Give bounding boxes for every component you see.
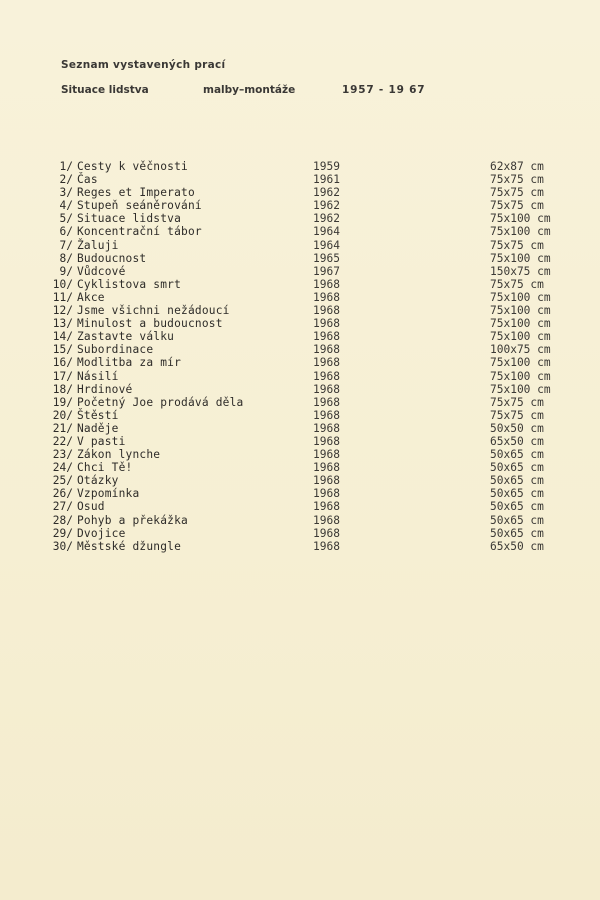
work-number: 12/	[52, 304, 73, 318]
work-year: 1962	[313, 186, 340, 200]
work-title: Otázky	[77, 474, 119, 488]
list-item	[0, 343, 600, 356]
work-year: 1964	[313, 238, 340, 252]
work-year: 1968	[313, 369, 340, 383]
work-size: 75x100 cm	[490, 382, 551, 396]
work-year: 1968	[313, 317, 340, 331]
list-item	[0, 173, 600, 186]
list-item	[0, 370, 600, 383]
work-title: Koncentrační tábor	[77, 225, 202, 239]
list-item	[0, 474, 600, 487]
list-item	[0, 239, 600, 252]
work-size: 65x50 cm	[490, 539, 544, 553]
list-item	[0, 540, 600, 553]
work-year: 1968	[313, 421, 340, 435]
list-item	[0, 527, 600, 540]
exhibition-title: Situace lidstva	[61, 84, 149, 96]
work-size: 75x75 cm	[490, 408, 544, 422]
list-item	[0, 225, 600, 238]
work-year: 1968	[313, 434, 340, 448]
list-item	[0, 212, 600, 225]
work-number: 24/	[52, 461, 73, 475]
exhibition-technique: malby–montáže	[203, 84, 296, 96]
work-year: 1962	[313, 199, 340, 213]
work-size: 50x65 cm	[490, 526, 544, 540]
work-number: 1/	[59, 160, 73, 173]
work-size: 75x75 cm	[490, 199, 544, 213]
work-number: 19/	[52, 395, 73, 409]
work-number: 3/	[59, 186, 73, 200]
work-title: Žaluji	[77, 238, 119, 252]
work-title: Osud	[77, 500, 105, 514]
list-item	[0, 317, 600, 330]
work-size: 75x100 cm	[490, 369, 551, 383]
work-size: 75x100 cm	[490, 225, 551, 239]
list-item	[0, 409, 600, 422]
work-title: Chci Tě!	[77, 461, 133, 475]
work-year: 1968	[313, 290, 340, 304]
work-year: 1968	[313, 487, 340, 501]
work-number: 9/	[59, 264, 73, 278]
work-number: 10/	[52, 277, 73, 291]
list-item	[0, 356, 600, 369]
list-item	[0, 448, 600, 461]
work-size: 75x75 cm	[490, 173, 544, 187]
work-title: Štěstí	[77, 408, 119, 422]
work-year: 1964	[313, 225, 340, 239]
work-title: V pasti	[77, 434, 126, 448]
work-size: 50x65 cm	[490, 461, 544, 475]
work-year: 1965	[313, 251, 340, 265]
work-title: Násilí	[77, 369, 119, 383]
work-size: 75x100 cm	[490, 356, 551, 370]
work-title: Subordinace	[77, 343, 154, 357]
work-number: 7/	[59, 238, 73, 252]
list-item	[0, 160, 600, 173]
work-number: 2/	[59, 173, 73, 187]
work-size: 75x75 cm	[490, 277, 544, 291]
work-title: Pohyb a překážka	[77, 513, 188, 527]
work-title: Situace lidstva	[77, 212, 182, 226]
exhibition-info	[0, 84, 600, 98]
list-item	[0, 435, 600, 448]
work-year: 1968	[313, 356, 340, 370]
work-number: 16/	[52, 356, 73, 370]
list-item	[0, 396, 600, 409]
work-year: 1959	[313, 160, 340, 173]
work-number: 6/	[59, 225, 73, 239]
work-year: 1968	[313, 500, 340, 514]
work-number: 11/	[52, 290, 73, 304]
work-year: 1968	[313, 448, 340, 462]
work-year: 1968	[313, 382, 340, 396]
list-item	[0, 383, 600, 396]
work-number: 29/	[52, 526, 73, 540]
work-year: 1968	[313, 539, 340, 553]
work-title: Jsme všichni nežádoucí	[77, 304, 230, 318]
work-year: 1968	[313, 526, 340, 540]
work-title: Zastavte válku	[77, 330, 175, 344]
work-number: 14/	[52, 330, 73, 344]
work-size: 75x100 cm	[490, 330, 551, 344]
work-size: 75x75 cm	[490, 395, 544, 409]
work-size: 50x65 cm	[490, 500, 544, 514]
work-title: Naděje	[77, 421, 119, 435]
work-size: 50x65 cm	[490, 487, 544, 501]
work-year: 1967	[313, 264, 340, 278]
work-title: Početný Joe prodává děla	[77, 395, 244, 409]
work-title: Akce	[77, 290, 105, 304]
work-size: 75x100 cm	[490, 317, 551, 331]
work-title: Modlitba za mír	[77, 356, 182, 370]
work-title: Cyklistova smrt	[77, 277, 182, 291]
list-item	[0, 265, 600, 278]
work-year: 1961	[313, 173, 340, 187]
work-size: 75x100 cm	[490, 290, 551, 304]
work-title: Vzpomínka	[77, 487, 140, 501]
work-size: 50x65 cm	[490, 448, 544, 462]
work-number: 18/	[52, 382, 73, 396]
work-size: 50x50 cm	[490, 421, 544, 435]
list-item	[0, 487, 600, 500]
work-title: Minulost a budoucnost	[77, 317, 223, 331]
work-title: Čas	[77, 173, 98, 187]
work-number: 26/	[52, 487, 73, 501]
work-size: 50x65 cm	[490, 513, 544, 527]
work-size: 62x87 cm	[490, 160, 544, 173]
work-number: 27/	[52, 500, 73, 514]
list-item	[0, 422, 600, 435]
work-number: 20/	[52, 408, 73, 422]
work-title: Stupeň seáněrování	[77, 199, 202, 213]
work-year: 1968	[313, 343, 340, 357]
work-number: 17/	[52, 369, 73, 383]
work-year: 1962	[313, 212, 340, 226]
work-year: 1968	[313, 408, 340, 422]
work-size: 75x75 cm	[490, 238, 544, 252]
document-heading: Seznam vystavených prací	[61, 59, 226, 71]
work-number: 13/	[52, 317, 73, 331]
work-year: 1968	[313, 395, 340, 409]
work-number: 8/	[59, 251, 73, 265]
list-item	[0, 199, 600, 212]
work-number: 23/	[52, 448, 73, 462]
work-size: 75x75 cm	[490, 186, 544, 200]
work-size: 50x65 cm	[490, 474, 544, 488]
work-number: 15/	[52, 343, 73, 357]
list-item	[0, 186, 600, 199]
work-size: 100x75 cm	[490, 343, 551, 357]
list-item	[0, 252, 600, 265]
list-item	[0, 461, 600, 474]
work-number: 22/	[52, 434, 73, 448]
work-year: 1968	[313, 277, 340, 291]
work-number: 5/	[59, 212, 73, 226]
work-size: 75x100 cm	[490, 251, 551, 265]
work-title: Budoucnost	[77, 251, 147, 265]
list-item	[0, 304, 600, 317]
work-year: 1968	[313, 513, 340, 527]
list-item	[0, 514, 600, 527]
work-title: Vůdcové	[77, 264, 126, 278]
list-item	[0, 291, 600, 304]
work-number: 28/	[52, 513, 73, 527]
work-number: 30/	[52, 539, 73, 553]
work-size: 150x75 cm	[490, 264, 551, 278]
work-title: Městské džungle	[77, 539, 182, 553]
work-year: 1968	[313, 304, 340, 318]
work-year: 1968	[313, 461, 340, 475]
work-year: 1968	[313, 330, 340, 344]
exhibition-years: 1957 - 19 67	[342, 84, 426, 96]
work-size: 75x100 cm	[490, 304, 551, 318]
list-item	[0, 278, 600, 291]
work-number: 25/	[52, 474, 73, 488]
work-number: 21/	[52, 421, 73, 435]
work-size: 65x50 cm	[490, 434, 544, 448]
work-title: Cesty k věčnosti	[77, 160, 188, 173]
work-title: Hrdinové	[77, 382, 133, 396]
work-number: 4/	[59, 199, 73, 213]
works-list	[0, 160, 600, 553]
list-item	[0, 330, 600, 343]
list-item	[0, 500, 600, 513]
work-title: Zákon lynche	[77, 448, 161, 462]
work-year: 1968	[313, 474, 340, 488]
work-title: Dvojice	[77, 526, 126, 540]
work-size: 75x100 cm	[490, 212, 551, 226]
work-title: Reges et Imperato	[77, 186, 195, 200]
